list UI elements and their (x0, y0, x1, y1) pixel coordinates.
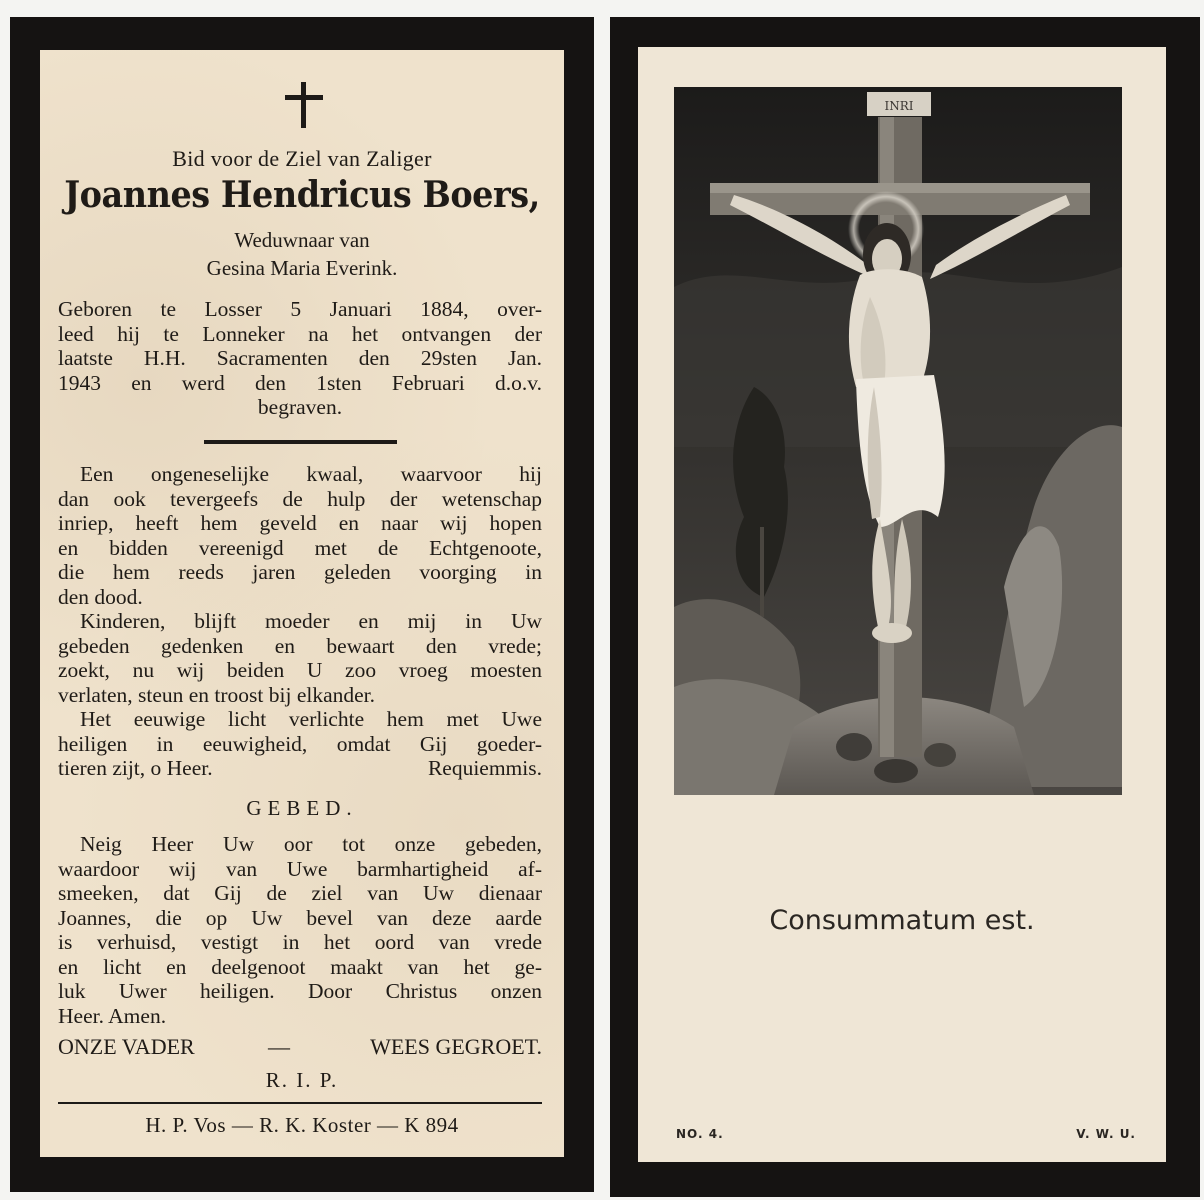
text-line (58, 756, 542, 781)
cross-icon (285, 82, 323, 128)
text-line: Heer. Amen. (58, 1003, 167, 1028)
text-line: leed hij te Lonneker na het ontvangen der (58, 321, 542, 346)
hail-mary: WEES GEGROET. (370, 1034, 542, 1059)
text-line: verlaten, steun en troost bij elkander. (58, 682, 376, 707)
publisher-mark: V. W. U. (1076, 1127, 1136, 1141)
text-line: Geboren te Losser 5 Januari 1884, over- (58, 297, 542, 321)
prayer-dash: — (268, 1034, 290, 1059)
image-caption: Consummatum est. (769, 905, 1035, 936)
memorial-card-front (10, 17, 594, 1192)
memorial-text-paragraph (58, 462, 542, 781)
text-line: laatste H.H. Sacramenten den 29sten Jan. (58, 346, 542, 370)
text-line: Neig Heer Uw oor tot onze gebeden, (80, 832, 542, 856)
text-line: Het eeuwige licht verlichte hem met Uwe (80, 707, 542, 731)
our-father: ONZE VADER (58, 1034, 195, 1059)
rip-line: R. I. P. (265, 1068, 339, 1092)
memorial-card-back (610, 17, 1200, 1197)
widower-line: Weduwnaar van (234, 228, 370, 252)
crucifixion-image (674, 87, 1122, 795)
requiem-mass: Requiemmis. (427, 756, 542, 780)
text-line: waardoor wij van Uwe barmhartigheid af- (58, 856, 542, 881)
spouse-name: Gesina Maria Everink. (206, 256, 398, 280)
text-line: en licht en deelgenoot maakt van het ge- (58, 954, 542, 979)
intro-line: Bid voor de Ziel van Zaliger (172, 146, 432, 171)
text-line: die hem reeds jaren geleden voorging in (58, 560, 542, 584)
text-line: dan ook tevergeefs de hulp der wetenschap (58, 486, 542, 511)
text-line: gebeden gedenken en bewaart den vrede; (58, 633, 542, 658)
inri-plaque-text: INRI (884, 99, 914, 113)
text-line: heiligen in eeuwigheid, omdat Gij goeder- (58, 731, 542, 756)
printer-footer: H. P. Vos — R. K. Koster — K 894 (145, 1113, 459, 1137)
text-line: smeeken, dat Gij de ziel van Uw dienaar (58, 881, 542, 905)
text-line: 1943 en werd den 1sten Februari d.o.v. (58, 370, 542, 395)
card-image-panel (638, 47, 1166, 1162)
text-line: den dood. (58, 584, 143, 609)
text-line: en bidden vereenigd met de Echtgenoote, (58, 535, 542, 560)
text-line: Joannes, die op Uw bevel van deze aarde (58, 905, 542, 930)
prayer-heading: GEBED. (246, 796, 358, 820)
section-divider (204, 440, 397, 444)
deceased-name: Joannes Hendricus Boers, (64, 174, 540, 216)
text-line: Een ongeneselijke kwaal, waarvoor hij (80, 462, 542, 486)
prayer-paragraph (58, 832, 542, 1028)
footer-divider (58, 1102, 542, 1104)
card-text-panel (40, 50, 564, 1157)
text-line: is verhuisd, vestigt in het oord van vrede (58, 930, 542, 954)
text-line: inriep, heeft hem geveld en naar wij hopen (58, 511, 542, 535)
text-line: zoekt, nu wij beiden U zoo vroeg moesten (58, 658, 542, 682)
text-line-left: tieren zijt, o Heer. (58, 756, 213, 780)
card-number: NO. 4. (676, 1127, 724, 1141)
birth-death-paragraph (58, 297, 542, 420)
text-line: luk Uwer heiligen. Door Christus onzen (58, 979, 542, 1003)
text-line: Kinderen, blijft moeder en mij in Uw (80, 609, 542, 633)
text-line: begraven. (257, 395, 343, 419)
